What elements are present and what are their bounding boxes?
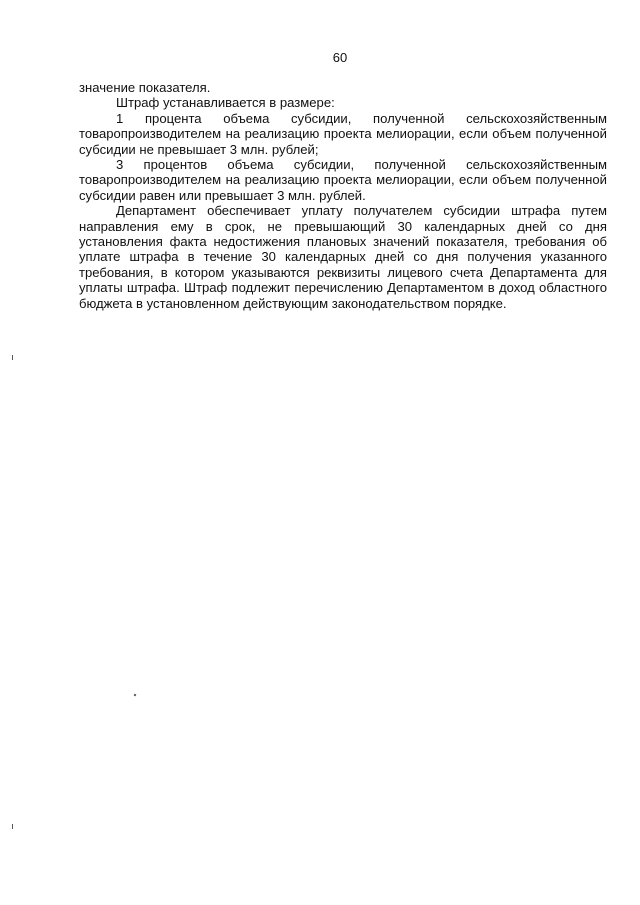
paragraph-fine-3-percent: 3 процентов объема субсидии, полученной сельскохозяйственным товаропроизводителем на реализацию проекта мелиорации, если объем полученной субсидии равен или превышает 3 млн. рублей. bbox=[79, 157, 607, 203]
paragraph-department-payment: Департамент обеспечивает уплату получателем субсидии штрафа путем направления ему в срок, не превышающий 30 календарных дней со дня установления факта недостижения плановых значений показателя, требования об уплате штрафа в течение 30 календарных дней со дня получения указанного требования, в котором указываются реквизиты лицевого счета Департамента для уплаты штрафа. Штраф подлежит перечислению Департаментом в доход областного бюджета в установленном действующим законодательством порядке. bbox=[79, 203, 607, 311]
document-body bbox=[79, 80, 607, 311]
paragraph-fine-1-percent: 1 процента объема субсидии, полученной сельскохозяйственным товаропроизводителем на реализацию проекта мелиорации, если объем полученной субсидии не превышает 3 млн. рублей; bbox=[79, 110, 607, 157]
page-number: 60 bbox=[332, 50, 348, 65]
paragraph-continuation: значение показателя. bbox=[79, 80, 211, 95]
scan-artifact bbox=[134, 694, 137, 697]
paragraph-fine-intro: Штраф устанавливается в размере: bbox=[116, 95, 335, 111]
scan-artifact bbox=[12, 824, 13, 829]
scan-artifact bbox=[12, 355, 13, 360]
